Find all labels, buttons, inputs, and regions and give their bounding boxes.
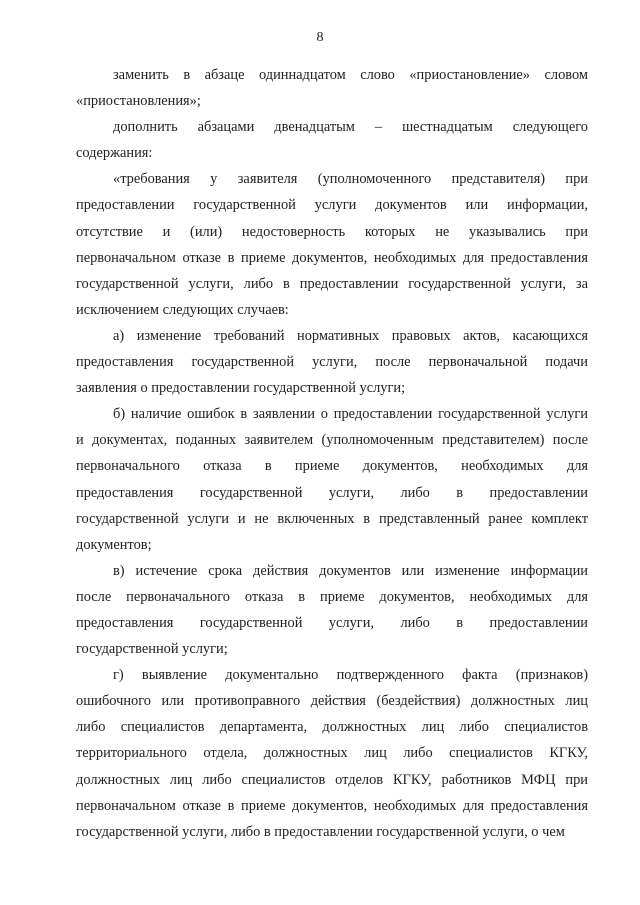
text-line: отсутствие и (или) недостоверность которых не указывались при [76, 223, 588, 240]
text-line: территориального отдела, должностных лиц либо специалистов КГКУ, [76, 745, 588, 762]
text-line: б) наличие ошибок в заявлении о предоставлении государственной услуги [113, 406, 588, 423]
text-line: первоначальном отказе в приеме документов, необходимых для предоставления [76, 797, 588, 814]
text-line: и документах, поданных заявителем (уполномоченным представителем) после [76, 432, 588, 449]
text-line: предоставления государственной услуги, после первоначальной подачи [76, 354, 588, 371]
document-body [76, 62, 588, 845]
text-line: дополнить абзацами двенадцатым – шестнадцатым следующего [113, 119, 588, 136]
text-line: государственной услуги и не включенных в представленный ранее комплект [76, 510, 588, 527]
text-line: государственной услуги; [76, 641, 228, 658]
paragraph [76, 166, 588, 323]
text-line: документов; [76, 536, 152, 553]
paragraph [76, 401, 588, 558]
text-line: «приостановления»; [76, 93, 201, 110]
text-line: а) изменение требований нормативных правовых актов, касающихся [113, 327, 588, 344]
paragraph [76, 662, 588, 845]
paragraph [76, 323, 588, 401]
text-line: либо специалистов департамента, должностных лиц либо специалистов [76, 719, 588, 736]
text-line: заменить в абзаце одиннадцатом слово «приостановление» словом [113, 67, 588, 83]
text-line: первоначального отказа в приеме документов, необходимых для [76, 458, 588, 475]
paragraph [76, 114, 588, 166]
text-line: исключением следующих случаев: [76, 301, 289, 318]
text-line: ошибочного или противоправного действия (бездействия) должностных лиц [76, 693, 588, 710]
text-line: предоставления государственной услуги, либо в предоставлении [76, 484, 588, 501]
text-line: после первоначального отказа в приеме документов, необходимых для [76, 588, 588, 605]
paragraph [76, 62, 588, 114]
text-line: первоначальном отказе в приеме документов, необходимых для предоставления [76, 249, 588, 266]
text-line: содержания: [76, 145, 153, 162]
text-line: г) выявление документально подтвержденного факта (признаков) [113, 667, 588, 684]
text-line: государственной услуги, либо в предоставлении государственной услуги, о чем [76, 823, 565, 840]
text-line: предоставления государственной услуги, либо в предоставлении [76, 614, 588, 631]
text-line: должностных лиц либо специалистов отделов КГКУ, работников МФЦ при [76, 771, 588, 788]
text-line: предоставлении государственной услуги документов или информации, [76, 197, 588, 214]
page-number: 8 [316, 30, 324, 45]
text-line: заявления о предоставлении государственной услуги; [76, 380, 406, 397]
text-line: в) истечение срока действия документов или изменение информации [113, 562, 588, 579]
text-line: государственной услуги, либо в предоставлении государственной услуги, за [76, 275, 588, 292]
paragraph [76, 558, 588, 662]
text-line: «требования у заявителя (уполномоченного представителя) при [113, 171, 588, 188]
